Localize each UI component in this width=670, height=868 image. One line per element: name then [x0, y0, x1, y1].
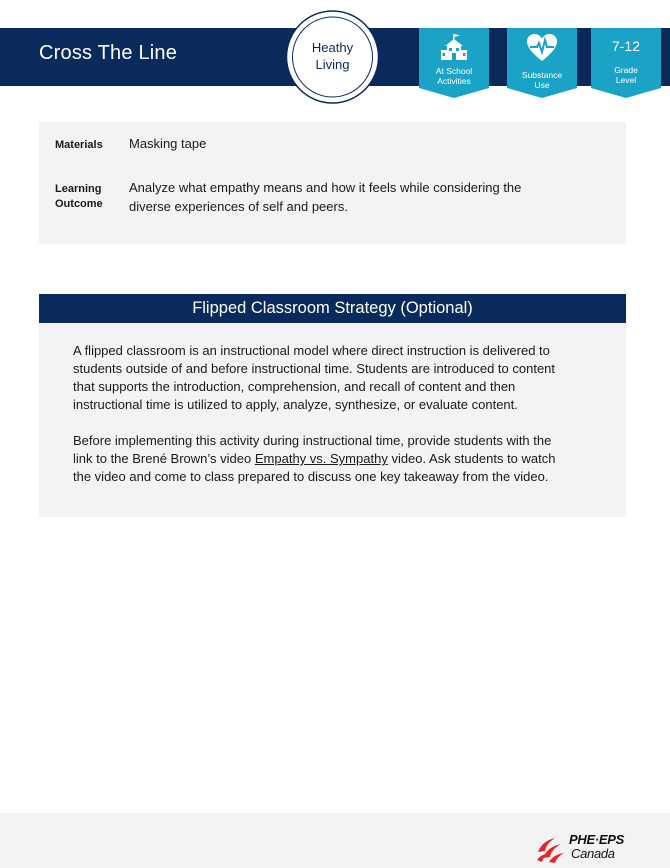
maple-leaf-logo-icon: [535, 832, 569, 864]
strategy-paragraph-2: [73, 432, 593, 486]
strategy-box: [39, 323, 626, 517]
para1-line-4: instructional time is utilized to apply, analyze, synthesize, or evaluate content.: [73, 397, 518, 412]
tag-1-line-1: At School: [435, 66, 473, 76]
strategy-paragraph-1: [73, 342, 593, 414]
tag-2-line-2: Use: [534, 80, 550, 90]
para1-line-1: A flipped classroom is an instructional model where direct instruction is delivered to: [73, 343, 550, 358]
school-icon: [419, 33, 489, 63]
tag-2-line-1: Substance: [521, 70, 563, 80]
learning-outcome-label: [55, 182, 103, 212]
tag-substance-use: [507, 28, 577, 98]
empathy-vs-sympathy-link[interactable]: Empathy vs. Sympathy: [254, 451, 388, 466]
tag-at-school-activities: [419, 28, 489, 98]
logo-line-2: Canada: [571, 846, 615, 861]
para2-line-3: the video and come to class prepared to discuss one key takeaway from the video.: [73, 469, 549, 484]
badge-line-2: Living: [315, 57, 350, 72]
materials-value: Masking tape: [129, 136, 207, 151]
para1-line-2: students outside of and before instructional time. Students are introduced to content: [73, 361, 556, 376]
materials-label: Materials: [55, 139, 103, 151]
grade-number: 7-12: [611, 38, 641, 54]
learning-outcome-value: [129, 178, 521, 216]
page-title: Cross The Line: [39, 42, 178, 64]
outcome-line-1: Analyze what empathy means and how it feels while considering the: [129, 180, 522, 195]
para2-line-1: Before implementing this activity during instructional time, provide students with the: [73, 433, 552, 448]
para1-line-3: that supports the introduction, comprehension, and recall of content and then: [73, 379, 516, 394]
outcome-label-line-2: Outcome: [55, 198, 103, 210]
outcome-line-2: diverse experiences of self and peers.: [129, 199, 348, 214]
tag-3-line-2: Level: [615, 75, 637, 85]
tag-3-line-1: Grade: [614, 65, 638, 75]
heart-pulse-icon: [507, 33, 577, 63]
para2-line-2-pre: link to the Brené Brown’s video: [73, 451, 255, 466]
strategy-heading: Flipped Classroom Strategy (Optional): [39, 294, 626, 323]
para2-line-2: [73, 450, 593, 468]
badge-line-1: Heathy: [311, 40, 354, 55]
healthy-living-badge: [281, 9, 384, 105]
para2-line-2-post: video. Ask students to watch: [387, 451, 556, 466]
phe-canada-logo: [535, 832, 635, 864]
logo-line-1: PHE·EPS: [569, 832, 624, 847]
info-box: [39, 122, 626, 244]
outcome-label-line-1: Learning: [55, 183, 102, 195]
tag-grade-level: [591, 28, 661, 98]
tag-1-line-2: Activities: [437, 76, 471, 86]
